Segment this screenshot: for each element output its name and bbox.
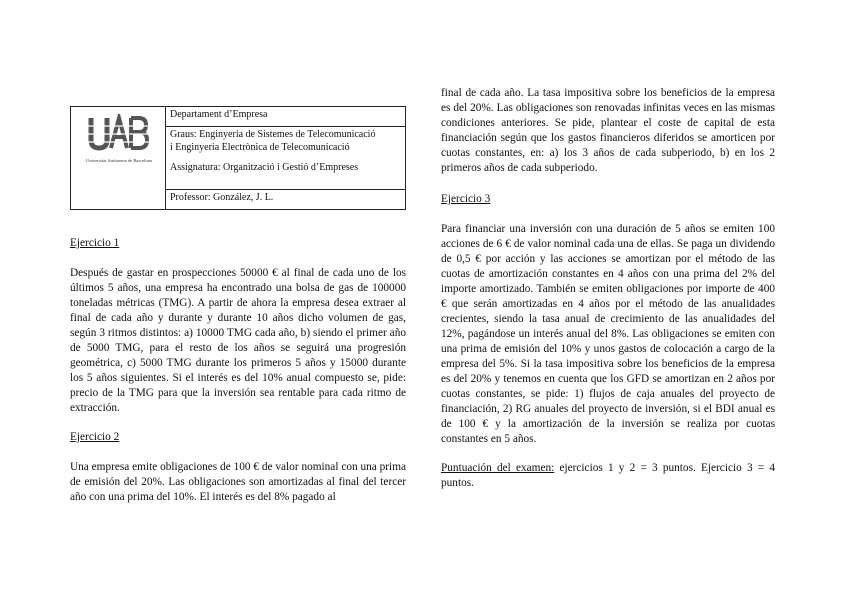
professor-row bbox=[166, 190, 405, 209]
exercise-2-title: Ejercicio 2 bbox=[70, 431, 120, 443]
score-label: Puntuación del examen: bbox=[441, 462, 555, 474]
header-table bbox=[70, 106, 406, 210]
graus-line-2: i Enginyeria Electrònica de Telecomunicació bbox=[170, 141, 350, 153]
score-text: ejercicios 1 y 2 = 3 puntos. Ejercicio 3 = 4 puntos. bbox=[441, 462, 776, 489]
exercise-3-title: Ejercicio 3 bbox=[441, 193, 491, 205]
logo-cell bbox=[71, 107, 166, 209]
professor-label: Professor: González, J. L. bbox=[170, 192, 274, 203]
department-row bbox=[166, 107, 405, 127]
degree-row bbox=[166, 127, 405, 190]
header-info bbox=[166, 107, 405, 209]
subject-label: Assignatura: Organització i Gestió d’Empreses bbox=[170, 162, 359, 173]
exercise-3-text: Para financiar una inversión con una duración de 5 años se emiten 100 acciones de 6 € de valor nominal cada una de ellas. Se paga un dividendo de 0,5 € por acción y las acciones se amortizan por el método de las cuotas de amortización constantes en 4 años con una prima del 2% del importe amortizado. También se emiten obligaciones por importe de 400 € que serán amortizadas en 4 años por el método de las anualidades crecientes, siendo la tasa anual de crecimiento de las anualidades del 12%, pagándose un interés anual del 8%. Las obligaciones se emiten con una prima de emisión del 10% y unos gastos de colocación a cargo de la empresa del 5%. Si la tasa impositiva sobre los beneficios de la empresa es del 20% y tenemos en cuenta que los GFD se amortizan en 2 años por cuotas constantes, se pide: 1) flujos de caja anuales del proyecto de financiación, 2) RG anuales del proyecto de inversión, si el BDI anual es de 100 € y la amortización de la inversión se realiza por cuotas constantes en 5 años. bbox=[441, 223, 775, 445]
right-column bbox=[441, 86, 775, 491]
exercise-1-title: Ejercicio 1 bbox=[70, 237, 120, 249]
exercise-2-text-start: Una empresa emite obligaciones de 100 € de valor nominal con una prima de emisión del 20%. Las obligaciones son amortizadas al final del tercer año con una prima del 10%. El interés es del 8% pagado al bbox=[70, 461, 406, 503]
exercise-1-text: Después de gastar en prospecciones 50000 € al final de cada uno de los últimos 5 años, una empresa ha encontrado una bolsa de gas de 100000 toneladas métricas (TMG). A partir de ahora la empresa desea extraer al final de cada año y durante y durante 10 años dicho volumen de gas, según 3 ritmos distintos: a) 10000 TMG cada año, b) siendo el primer año de 5000 TMG, para el resto de los años se seguirá una progresión geométrica, c) 5000 TMG durante los primeros 5 años y 15000 durante los 5 años siguientes. Si el interés es del 10% anual compuesto se, pide: precio de la TMG para que la inversión sea rentable para cada ritmo de extracción. bbox=[70, 267, 406, 414]
graus-line-1: Graus: Enginyeria de Sistemes de Telecomunicació bbox=[170, 129, 376, 140]
left-column bbox=[70, 236, 406, 505]
score-paragraph bbox=[441, 461, 775, 491]
logo-caption: Universitat Autònoma de Barcelona bbox=[86, 158, 152, 163]
department-label: Departament d’Empresa bbox=[170, 109, 268, 120]
exercise-2-text-continued: final de cada año. La tasa impositiva sobre los beneficios de la empresa es del 20%. Las obligaciones son renovadas infinitas veces en las mismas condiciones anteriores. Se pide, plantear el coste de capital de esta financiación según que los gastos financieros diferidos se amorticen por cuotas constantes, en: a) los 3 años de cada subperiodo, b) en los 2 primeros años de cada subperiodo. bbox=[441, 87, 775, 174]
uab-logo bbox=[85, 114, 153, 170]
